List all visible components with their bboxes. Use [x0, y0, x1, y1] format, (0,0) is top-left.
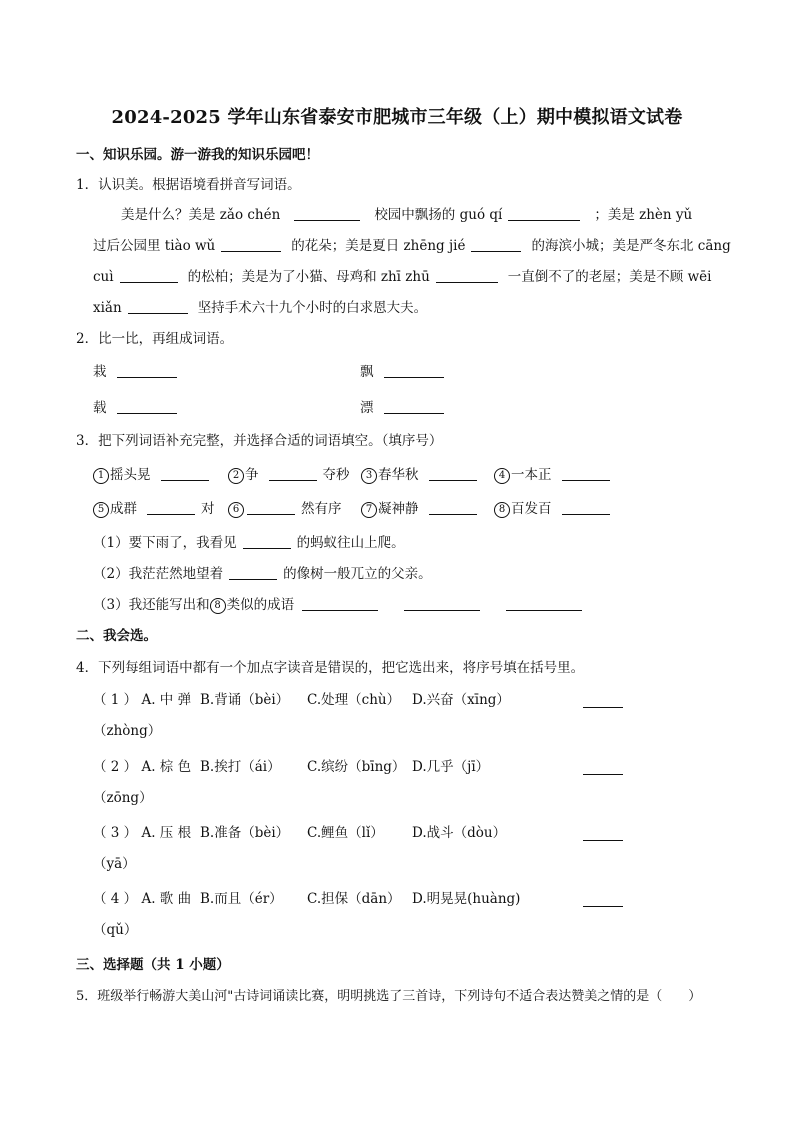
idiom-text: 成群: [110, 501, 137, 517]
q1-text: 的花朵；美是夏日 zhēng jié: [291, 238, 466, 254]
q4-group-4-option-d: D.明晃晃(huàng): [412, 891, 521, 907]
idiom-text: 然有序: [301, 501, 342, 517]
question-1-line-4: [93, 299, 427, 317]
answer-blank[interactable]: [583, 706, 623, 708]
q4-group-3-option-b: B.准备（bèi）: [200, 825, 290, 841]
idiom-text: 春华秋: [378, 467, 419, 483]
answer-blank[interactable]: [294, 207, 360, 221]
q4-group-1-option-b: B.背诵（bèi）: [200, 692, 290, 708]
answer-blank[interactable]: [429, 501, 477, 515]
answer-blank[interactable]: [471, 238, 521, 252]
question-5-stem: 5．班级举行畅游大美山河"古诗词诵读比赛，明明挑选了三首诗，下列诗句不适合表达赞美之情的是（ ）: [76, 989, 702, 1004]
idiom-item-8: [494, 500, 616, 518]
answer-blank[interactable]: [404, 597, 480, 611]
question-1-line-1: [121, 206, 692, 224]
answer-blank[interactable]: [269, 467, 317, 481]
answer-blank[interactable]: [583, 773, 623, 775]
sub-text: 类似的成语: [226, 597, 295, 613]
q4-group-4-option-b: B.而且（ér）: [200, 891, 283, 907]
circled-number: 6: [228, 502, 244, 518]
answer-blank[interactable]: [562, 501, 610, 515]
answer-blank[interactable]: [384, 400, 444, 414]
question-2-stem: 2．比一比，再组成词语。: [76, 331, 234, 347]
section-heading-2: 二、我会选。: [76, 628, 157, 644]
char: 漂: [360, 400, 374, 416]
q4-group-3-wrap: （yā）: [93, 856, 136, 872]
idiom-item-2: [228, 466, 350, 484]
question-3-sub-3: [93, 596, 588, 614]
q4-group-2-option-c: C.缤纷（bīng）: [307, 759, 406, 775]
q4-group-1-option-c: C.处理（chù）: [307, 692, 401, 708]
idiom-text: 凝神静: [378, 501, 419, 517]
idiom-item-7: [361, 500, 483, 518]
answer-blank[interactable]: [562, 467, 610, 481]
idiom-item-5: [93, 500, 215, 518]
compare-char-2: [360, 363, 450, 381]
answer-blank[interactable]: [436, 269, 498, 283]
q1-text: 的海滨小城；美是严冬东北 cāng: [531, 238, 731, 254]
answer-blank[interactable]: [120, 269, 178, 283]
compare-char-3: [93, 399, 183, 417]
answer-blank[interactable]: [302, 597, 378, 611]
answer-blank[interactable]: [508, 207, 580, 221]
compare-char-4: [360, 399, 450, 417]
section-heading-3: 三、选择题（共 1 小题）: [76, 957, 230, 973]
q4-group-1-option-d: D.兴奋（xīng）: [412, 692, 510, 708]
answer-blank[interactable]: [583, 839, 623, 841]
q4-group-4-label: （ 4 ） A. 歌 曲: [93, 891, 192, 907]
question-3-stem: 3．把下列词语补充完整，并选择合适的词语填空。（填序号）: [76, 433, 443, 449]
idiom-item-4: [494, 466, 616, 484]
q1-text: cuì: [93, 269, 114, 285]
idiom-text: 夺秒: [322, 467, 350, 483]
question-1-stem: 1．认识美。根据语境看拼音写词语。: [76, 177, 301, 193]
q1-text: 过后公园里 tiào wǔ: [93, 238, 216, 254]
idiom-text: 对: [201, 501, 215, 517]
idiom-item-3: [361, 466, 483, 484]
page-title: 2024-2025 学年山东省泰安市肥城市三年级（上）期中模拟语文试卷: [111, 107, 683, 128]
answer-blank[interactable]: [583, 905, 623, 907]
idiom-text: 一本正: [511, 467, 552, 483]
answer-blank[interactable]: [161, 467, 209, 481]
question-3-sub-1: [93, 534, 405, 552]
circled-number: 7: [361, 502, 377, 518]
sub-text: 的像树一般兀立的父亲。: [283, 566, 432, 582]
circled-number: 4: [494, 468, 510, 484]
circled-number: 2: [228, 468, 244, 484]
circled-number: 3: [361, 468, 377, 484]
q4-group-1-wrap: （zhòng）: [93, 723, 162, 739]
question-4-stem: 4．下列每组词语中都有一个加点字读音是错误的，把它选出来，将序号填在括号里。: [76, 660, 585, 676]
q4-group-2-option-b: B.挨打（ái）: [200, 759, 281, 775]
q1-text: 美是什么？美是 zǎo chén: [121, 207, 281, 223]
circled-number: 8: [210, 598, 226, 614]
q1-text: xiǎn: [93, 300, 122, 316]
sub-text: （3）我还能写出和: [93, 597, 210, 613]
q4-group-4-option-c: C.担保（dān）: [307, 891, 401, 907]
answer-blank[interactable]: [229, 566, 277, 580]
answer-blank[interactable]: [506, 597, 582, 611]
q4-group-3-option-d: D.战斗（dòu）: [412, 825, 507, 841]
answer-blank[interactable]: [221, 238, 281, 252]
question-1-line-3: [93, 268, 711, 286]
question-3-sub-2: [93, 565, 432, 583]
answer-blank[interactable]: [147, 501, 195, 515]
q1-text: ；美是 zhèn yǔ: [594, 207, 693, 223]
answer-blank[interactable]: [117, 364, 177, 378]
circled-number: 8: [494, 502, 510, 518]
q4-group-3-label: （ 3 ） A. 压 根: [93, 825, 192, 841]
circled-number: 1: [93, 468, 109, 484]
section-heading-1: 一、知识乐园。游一游我的知识乐园吧！: [76, 147, 319, 163]
sub-text: （2）我茫茫然地望着: [93, 566, 224, 582]
idiom-text: 摇头晃: [110, 467, 151, 483]
q4-group-3-option-c: C.鲤鱼（lǐ）: [307, 825, 384, 841]
char: 栽: [93, 364, 107, 380]
q1-text: 一直倒不了的老屋；美是不顾 wēi: [507, 269, 712, 285]
q1-text: 校园中飘扬的 guó qí: [374, 207, 503, 223]
circled-number: 5: [93, 502, 109, 518]
q4-group-2-option-d: D.几乎（jī）: [412, 759, 490, 775]
q1-text: 坚持手术六十九个小时的白求恩大夫。: [197, 300, 428, 316]
q4-group-2-label: （ 2 ） A. 棕 色: [93, 759, 192, 775]
question-1-line-2: [93, 237, 731, 255]
answer-blank[interactable]: [117, 400, 177, 414]
answer-blank[interactable]: [243, 535, 291, 549]
idiom-item-1: [93, 466, 215, 484]
compare-char-1: [93, 363, 183, 381]
idiom-item-6: [228, 500, 342, 518]
q4-group-4-wrap: （qǔ）: [93, 922, 138, 938]
idiom-text: 争: [245, 467, 259, 483]
q4-group-1-label: （ 1 ） A. 中 弹: [93, 692, 192, 708]
idiom-text: 百发百: [511, 501, 552, 517]
sub-text: （1）要下雨了，我看见: [93, 535, 237, 551]
q4-group-2-wrap: （zōng）: [93, 790, 153, 806]
answer-blank[interactable]: [384, 364, 444, 378]
sub-text: 的蚂蚁往山上爬。: [296, 535, 405, 551]
answer-blank[interactable]: [247, 501, 295, 515]
char: 飘: [360, 364, 374, 380]
answer-blank[interactable]: [128, 300, 188, 314]
q1-text: 的松柏；美是为了小猫、母鸡和 zhī zhū: [187, 269, 430, 285]
char: 载: [93, 400, 107, 416]
answer-blank[interactable]: [429, 467, 477, 481]
